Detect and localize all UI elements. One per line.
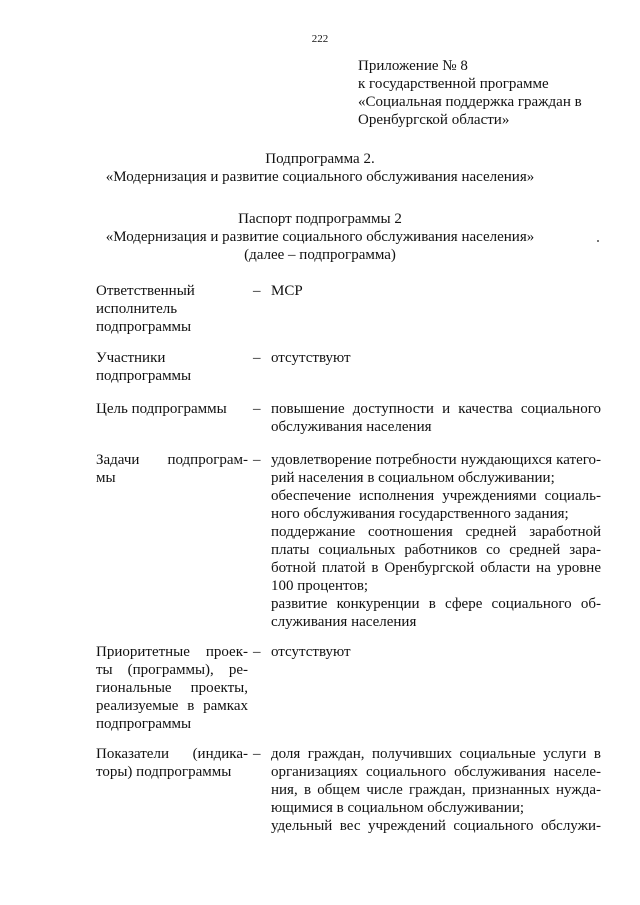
row-dash: – [253, 644, 261, 660]
row-dash: – [253, 746, 261, 762]
row-label-line: торы) подпрограммы [96, 764, 232, 780]
row-value-line: доля граждан, получивших социальные услуги в [271, 746, 601, 762]
row-label-line: Участники [96, 350, 166, 366]
row-label [96, 400, 248, 418]
row-label-line: подпрограммы [96, 368, 192, 384]
row-dash: – [253, 452, 261, 468]
row-label [96, 643, 248, 733]
row-label-line: подпрограммы [96, 319, 192, 335]
row-value [271, 282, 601, 300]
row-value-line: отсутствуют [271, 350, 351, 366]
appendix-line: к государственной программе [358, 76, 549, 92]
row-value-line: повышение доступности и качества социального [271, 401, 601, 417]
row-label-line: ты (программы), ре- [96, 662, 248, 678]
row-value-line: удельный вес учреждений социального обслужи- [271, 818, 601, 834]
row-value [271, 745, 601, 835]
appendix-heading [358, 57, 628, 129]
row-label-line: исполнитель [96, 301, 178, 317]
row-value-line: организациях социального обслуживания населе- [271, 764, 601, 780]
row-value [271, 643, 601, 661]
row-value [271, 451, 601, 631]
row-dash: – [253, 401, 261, 417]
row-value-line: ного обслуживания государственного задания; [271, 506, 569, 522]
subprogram-title [0, 150, 640, 186]
appendix-line: «Социальная поддержка граждан в [358, 94, 582, 110]
row-label [96, 282, 248, 336]
row-label-line: подпрограммы [96, 716, 192, 732]
row-value-line: поддержание соотношения средней заработной [271, 524, 601, 540]
row-label-line: реализуемые в рамках [96, 698, 248, 714]
row-value-line: рий населения в социальном обслуживании; [271, 470, 555, 486]
row-label-line: Приоритетные проек- [96, 644, 248, 660]
subprogram-title-line: «Модернизация и развитие социального обслуживания населения» [105, 169, 535, 185]
appendix-line: Приложение № 8 [358, 58, 468, 74]
row-dash: – [253, 350, 261, 366]
row-value [271, 349, 601, 367]
row-label-line: Цель подпрограммы [96, 401, 227, 417]
row-value [271, 400, 601, 436]
row-label-line: гиональные проекты, [96, 680, 248, 696]
row-value-line: служивания населения [271, 614, 417, 630]
row-label-line: мы [96, 470, 116, 486]
row-value-line: обеспечение исполнения учреждениями социаль- [271, 488, 601, 504]
row-label-line: Показатели (индика- [96, 746, 248, 762]
row-dash: – [253, 283, 261, 299]
row-value-line: платы социальных работников со средней зара- [271, 542, 601, 558]
passport-title [0, 210, 640, 264]
row-value-line: МСР [271, 283, 303, 299]
page-number: 222 [311, 33, 329, 45]
row-label-line: Ответственный [96, 283, 195, 299]
appendix-line: Оренбургской области» [358, 112, 510, 128]
row-value-line: удовлетворение потребности нуждающихся катего- [271, 452, 601, 468]
subprogram-title-line: Подпрограмма 2. [265, 151, 375, 167]
row-value-line: отсутствуют [271, 644, 351, 660]
row-value-line: 100 процентов; [271, 578, 369, 594]
passport-title-line: (далее – подпрограмма) [244, 247, 396, 263]
scan-speck [597, 240, 599, 242]
row-value-line: ющимися в социальном обслуживании; [271, 800, 525, 816]
row-value-line: обслуживания населения [271, 419, 432, 435]
row-label-line: Задачи подпрограм- [96, 452, 248, 468]
passport-title-line: Паспорт подпрограммы 2 [238, 211, 402, 227]
row-value-line: ния, в общем числе граждан, признанных нужда- [271, 782, 601, 798]
row-label [96, 451, 248, 487]
passport-title-line: «Модернизация и развитие социального обслуживания населения» [105, 229, 535, 245]
row-label [96, 745, 248, 781]
row-value-line: развитие конкуренции в сфере социального об- [271, 596, 601, 612]
row-value-line: ботной платой в Оренбургской области на уровне [271, 560, 601, 576]
row-label [96, 349, 248, 385]
